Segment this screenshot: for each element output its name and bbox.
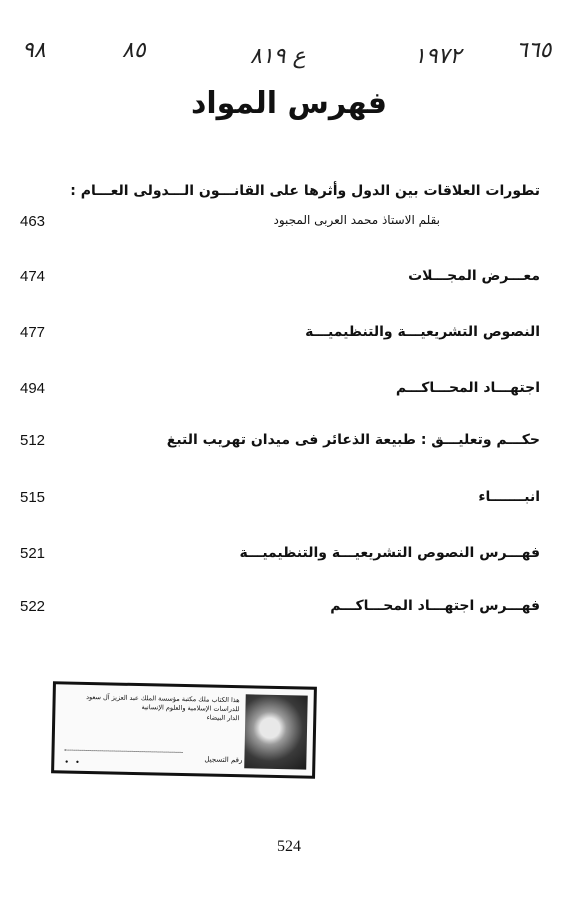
toc-item-label: فهـــرس النصوص التشريعيـــة والتنظيميـــة bbox=[239, 545, 540, 561]
handwritten-year: ١٩٧٢ bbox=[414, 44, 462, 69]
stamp-registration-label: رقم التسجيل bbox=[204, 755, 243, 765]
toc-item-1-title: تطورات العلاقات بين الدول وأثرها على القانـــون الـــدولى العـــام : bbox=[70, 183, 540, 199]
stamp-line: الدار البيضاء bbox=[206, 713, 240, 723]
handwritten-code: ٦٦٥ bbox=[516, 38, 552, 63]
handwritten-issue: ع ٨١٩ bbox=[250, 44, 306, 69]
toc-item-1[interactable] bbox=[20, 213, 540, 230]
toc-item-page: 477 bbox=[20, 324, 46, 341]
page-number: 524 bbox=[277, 838, 301, 855]
toc-item-5[interactable] bbox=[20, 432, 540, 449]
toc-item-4[interactable] bbox=[20, 380, 540, 397]
stamp-line: للدراسات الإسلامية والعلوم الإنسانية bbox=[141, 703, 240, 714]
toc-item-page: 521 bbox=[20, 545, 46, 562]
toc-item-label: معـــرض المجـــلات bbox=[408, 268, 540, 284]
toc-item-author: بقلم الاستاذ محمد العربى المجبود bbox=[273, 213, 440, 227]
handwritten-number-left: ٩٨ bbox=[22, 38, 46, 63]
page-title: فهرس المواد bbox=[190, 86, 388, 121]
stamp-text bbox=[63, 692, 240, 723]
toc-item-2[interactable] bbox=[20, 268, 540, 285]
toc-item-6[interactable] bbox=[20, 489, 540, 506]
toc-item-label: انبـــــــاء bbox=[478, 489, 540, 505]
toc-item-8[interactable] bbox=[20, 598, 540, 615]
stamp-photo bbox=[244, 694, 308, 769]
stamp-line: هذا الكتاب ملك مكتبة مؤسسة الملك عبد العزيز آل سعود bbox=[86, 692, 240, 705]
toc-item-page: 515 bbox=[20, 489, 46, 506]
toc-item-label: النصوص التشريعيـــة والتنظيميـــة bbox=[305, 324, 540, 340]
toc-item-label: فهـــرس اجتهـــاد المحـــاكـــم bbox=[330, 598, 540, 614]
toc-item-page: 494 bbox=[20, 380, 46, 397]
toc-item-page: 522 bbox=[20, 598, 46, 615]
toc-item-3[interactable] bbox=[20, 324, 540, 341]
stamp-dots: •• bbox=[64, 757, 86, 767]
toc-item-label: اجتهـــاد المحـــاكـــم bbox=[395, 380, 540, 396]
toc-item-page: 474 bbox=[20, 268, 46, 285]
toc-item-page: 463 bbox=[20, 213, 46, 230]
handwritten-number-second: ٨٥ bbox=[122, 38, 146, 63]
toc-item-page: 512 bbox=[20, 432, 46, 449]
toc-item-7[interactable] bbox=[20, 545, 540, 562]
library-stamp bbox=[51, 681, 317, 779]
toc-item-label: حكـــم وتعليـــق : طبيعة الذعائر فى ميدان تهريب التبغ bbox=[166, 432, 540, 448]
